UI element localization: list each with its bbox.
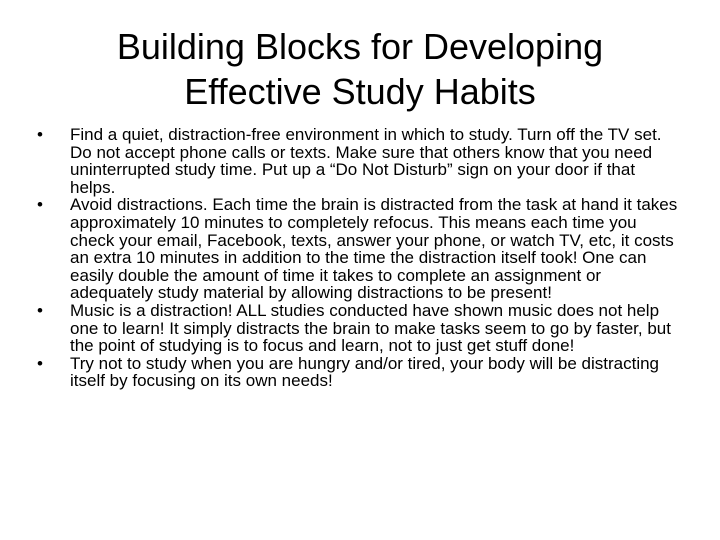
bullet-text: Music is a distraction! ALL studies conducted have shown music does not help one to learn! It simply distracts the brain to make tasks seem to go by faster, but the point of studying is to focus and learn, not to just get stuff done! xyxy=(70,300,671,356)
bullet-dot-icon: • xyxy=(37,353,43,373)
bullet-dot-icon: • xyxy=(37,300,43,320)
slide-title-line-2: Effective Study Habits xyxy=(184,71,536,112)
bullet-text: Try not to study when you are hungry and/or tired, your body will be distracting itself by focusing on its own needs! xyxy=(70,353,660,391)
slide-title xyxy=(40,24,680,114)
bullet-dot-icon: • xyxy=(37,125,43,144)
bullet-item-music xyxy=(30,302,680,355)
bullet-text: Avoid distractions. Each time the brain is distracted from the task at hand it takes approximately 10 minutes to completely refocus. This means each time you check your email, Facebook, texts, answer your phone, or watch TV, etc, it costs an extra 10 minutes in addition to the time the distraction itself took! One can easily double the amount of time it takes to complete an assignment or adequately study material by allowing distractions to be present! xyxy=(70,195,678,303)
bullet-list xyxy=(30,126,680,390)
bullet-item-hungry-tired xyxy=(30,355,680,390)
bullet-item-quiet-environment xyxy=(30,126,680,196)
bullet-item-avoid-distractions xyxy=(30,196,680,302)
slide-title-line-1: Building Blocks for Developing xyxy=(116,26,604,67)
bullet-dot-icon: • xyxy=(37,195,43,215)
bullet-text: Find a quiet, distraction-free environment in which to study. Turn off the TV set. Do not accept phone calls or texts. Make sure that others know that you need uninterrupted study time. Put up a “Do Not Disturb” sign on your door if that helps. xyxy=(70,125,662,197)
